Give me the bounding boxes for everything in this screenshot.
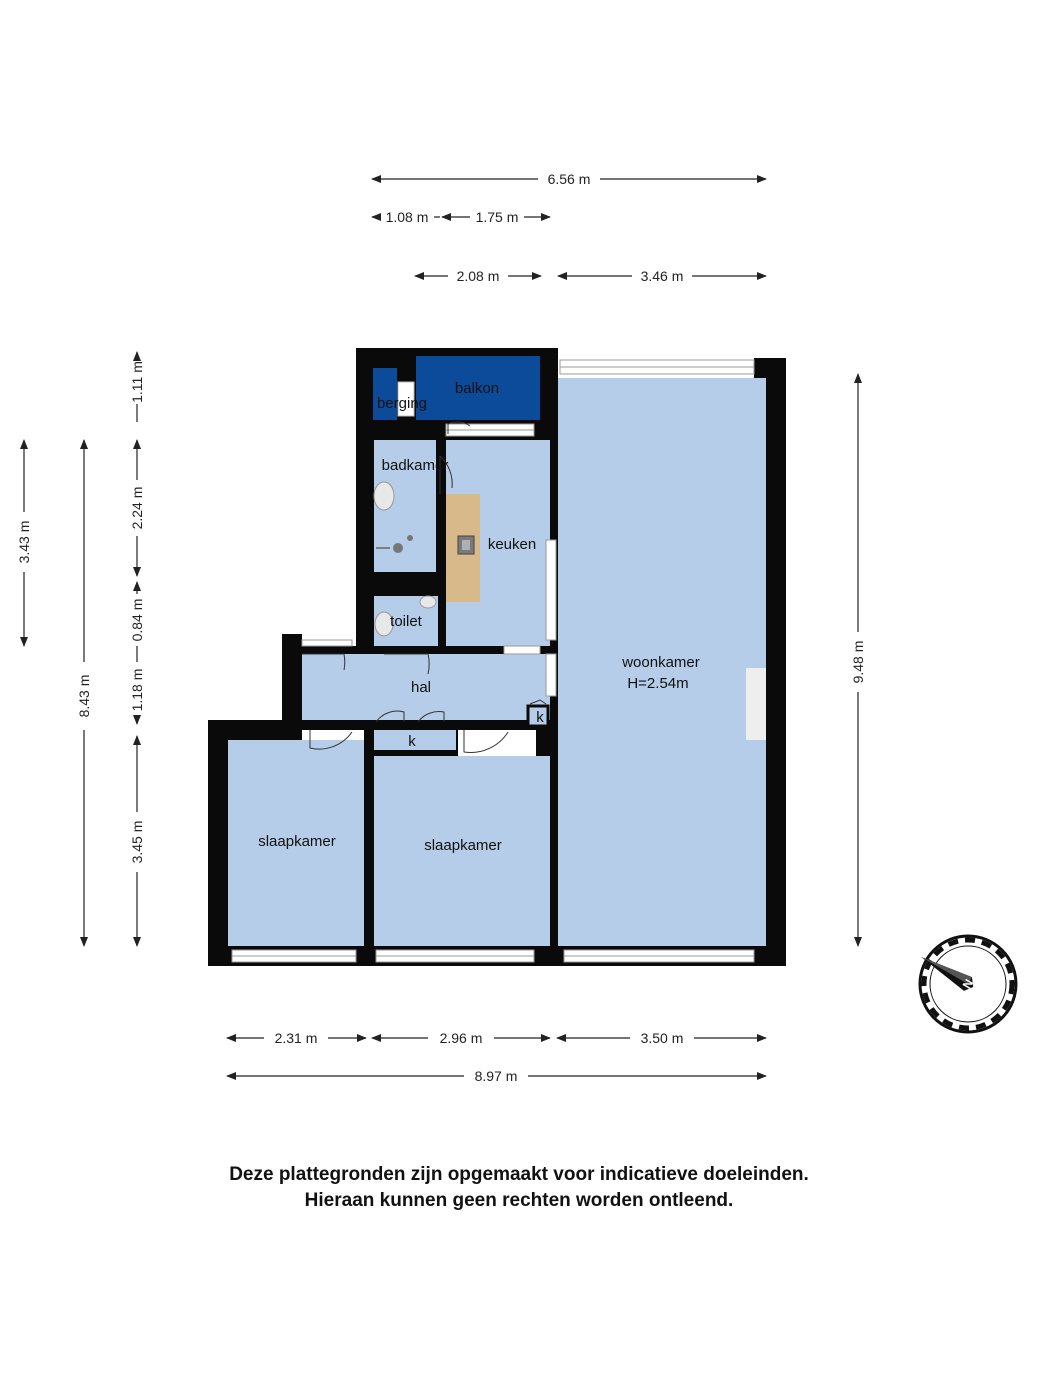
room-label-woonkamer-height: H=2.54m	[627, 675, 689, 692]
dimension-bottom-c	[557, 1030, 766, 1046]
dimension-top-a	[372, 209, 440, 225]
dimension-label: 2.96 m	[439, 1030, 483, 1046]
room-label-woonkamer: woonkamer	[622, 654, 700, 671]
dimension-label: 3.45 m	[129, 820, 145, 864]
dimension-label: 2.24 m	[129, 486, 145, 530]
north-arrow-icon	[917, 936, 1016, 1032]
room-label-hal: hal	[410, 679, 432, 696]
svg-text:N: N	[959, 976, 977, 992]
dimension-top-total	[372, 171, 766, 187]
room-label-keuken: keuken	[487, 536, 537, 553]
dimension-label: 6.56 m	[547, 171, 591, 187]
berging-area	[373, 368, 397, 420]
disclaimer-line-1: Deze plattegronden zijn opgemaakt voor indicatieve doeleinden.	[229, 1164, 809, 1185]
room-label-toilet: toilet	[390, 613, 422, 630]
dimension-bottom-total	[227, 1068, 766, 1084]
dimension-label: 0.84 m	[129, 598, 145, 642]
room-label-badkamer: badkamer	[381, 457, 449, 474]
room-label-k-closet: k	[408, 733, 416, 750]
room-label-slaapkamer-2: slaapkamer	[424, 837, 502, 854]
dimension-label: 1.08 m	[385, 209, 429, 225]
dimension-left-outer	[16, 440, 32, 646]
dimension-label: 1.11 m	[129, 361, 145, 403]
dimension-top-c	[415, 268, 541, 284]
dimension-label: 1.75 m	[475, 209, 519, 225]
dimension-left-column	[129, 352, 145, 946]
room-label-k-hal: k	[536, 709, 544, 726]
dimension-label: 2.31 m	[274, 1030, 318, 1046]
dimension-right	[850, 374, 866, 946]
dimension-label: 1.18 m	[129, 668, 145, 712]
dimension-top-b	[442, 209, 550, 225]
dimension-label: 3.46 m	[640, 268, 684, 284]
dimension-label: 9.48 m	[850, 640, 866, 684]
dimension-left-mid	[76, 440, 92, 946]
dimension-top-d	[558, 268, 766, 284]
dimension-label: 2.08 m	[456, 268, 500, 284]
dimension-label: 3.50 m	[640, 1030, 684, 1046]
bathroom-sink	[374, 482, 394, 510]
dimension-label: 3.43 m	[16, 520, 32, 564]
dimension-label: 8.43 m	[76, 674, 92, 718]
room-label-balkon: balkon	[454, 380, 500, 397]
dimension-bottom-a	[227, 1030, 366, 1046]
dimension-bottom-b	[372, 1030, 550, 1046]
room-label-slaapkamer-1: slaapkamer	[258, 833, 336, 850]
disclaimer-line-2: Hieraan kunnen geen rechten worden ontleend.	[304, 1190, 734, 1211]
room-label-berging: berging	[376, 395, 428, 412]
dimension-label: 8.97 m	[474, 1068, 518, 1084]
